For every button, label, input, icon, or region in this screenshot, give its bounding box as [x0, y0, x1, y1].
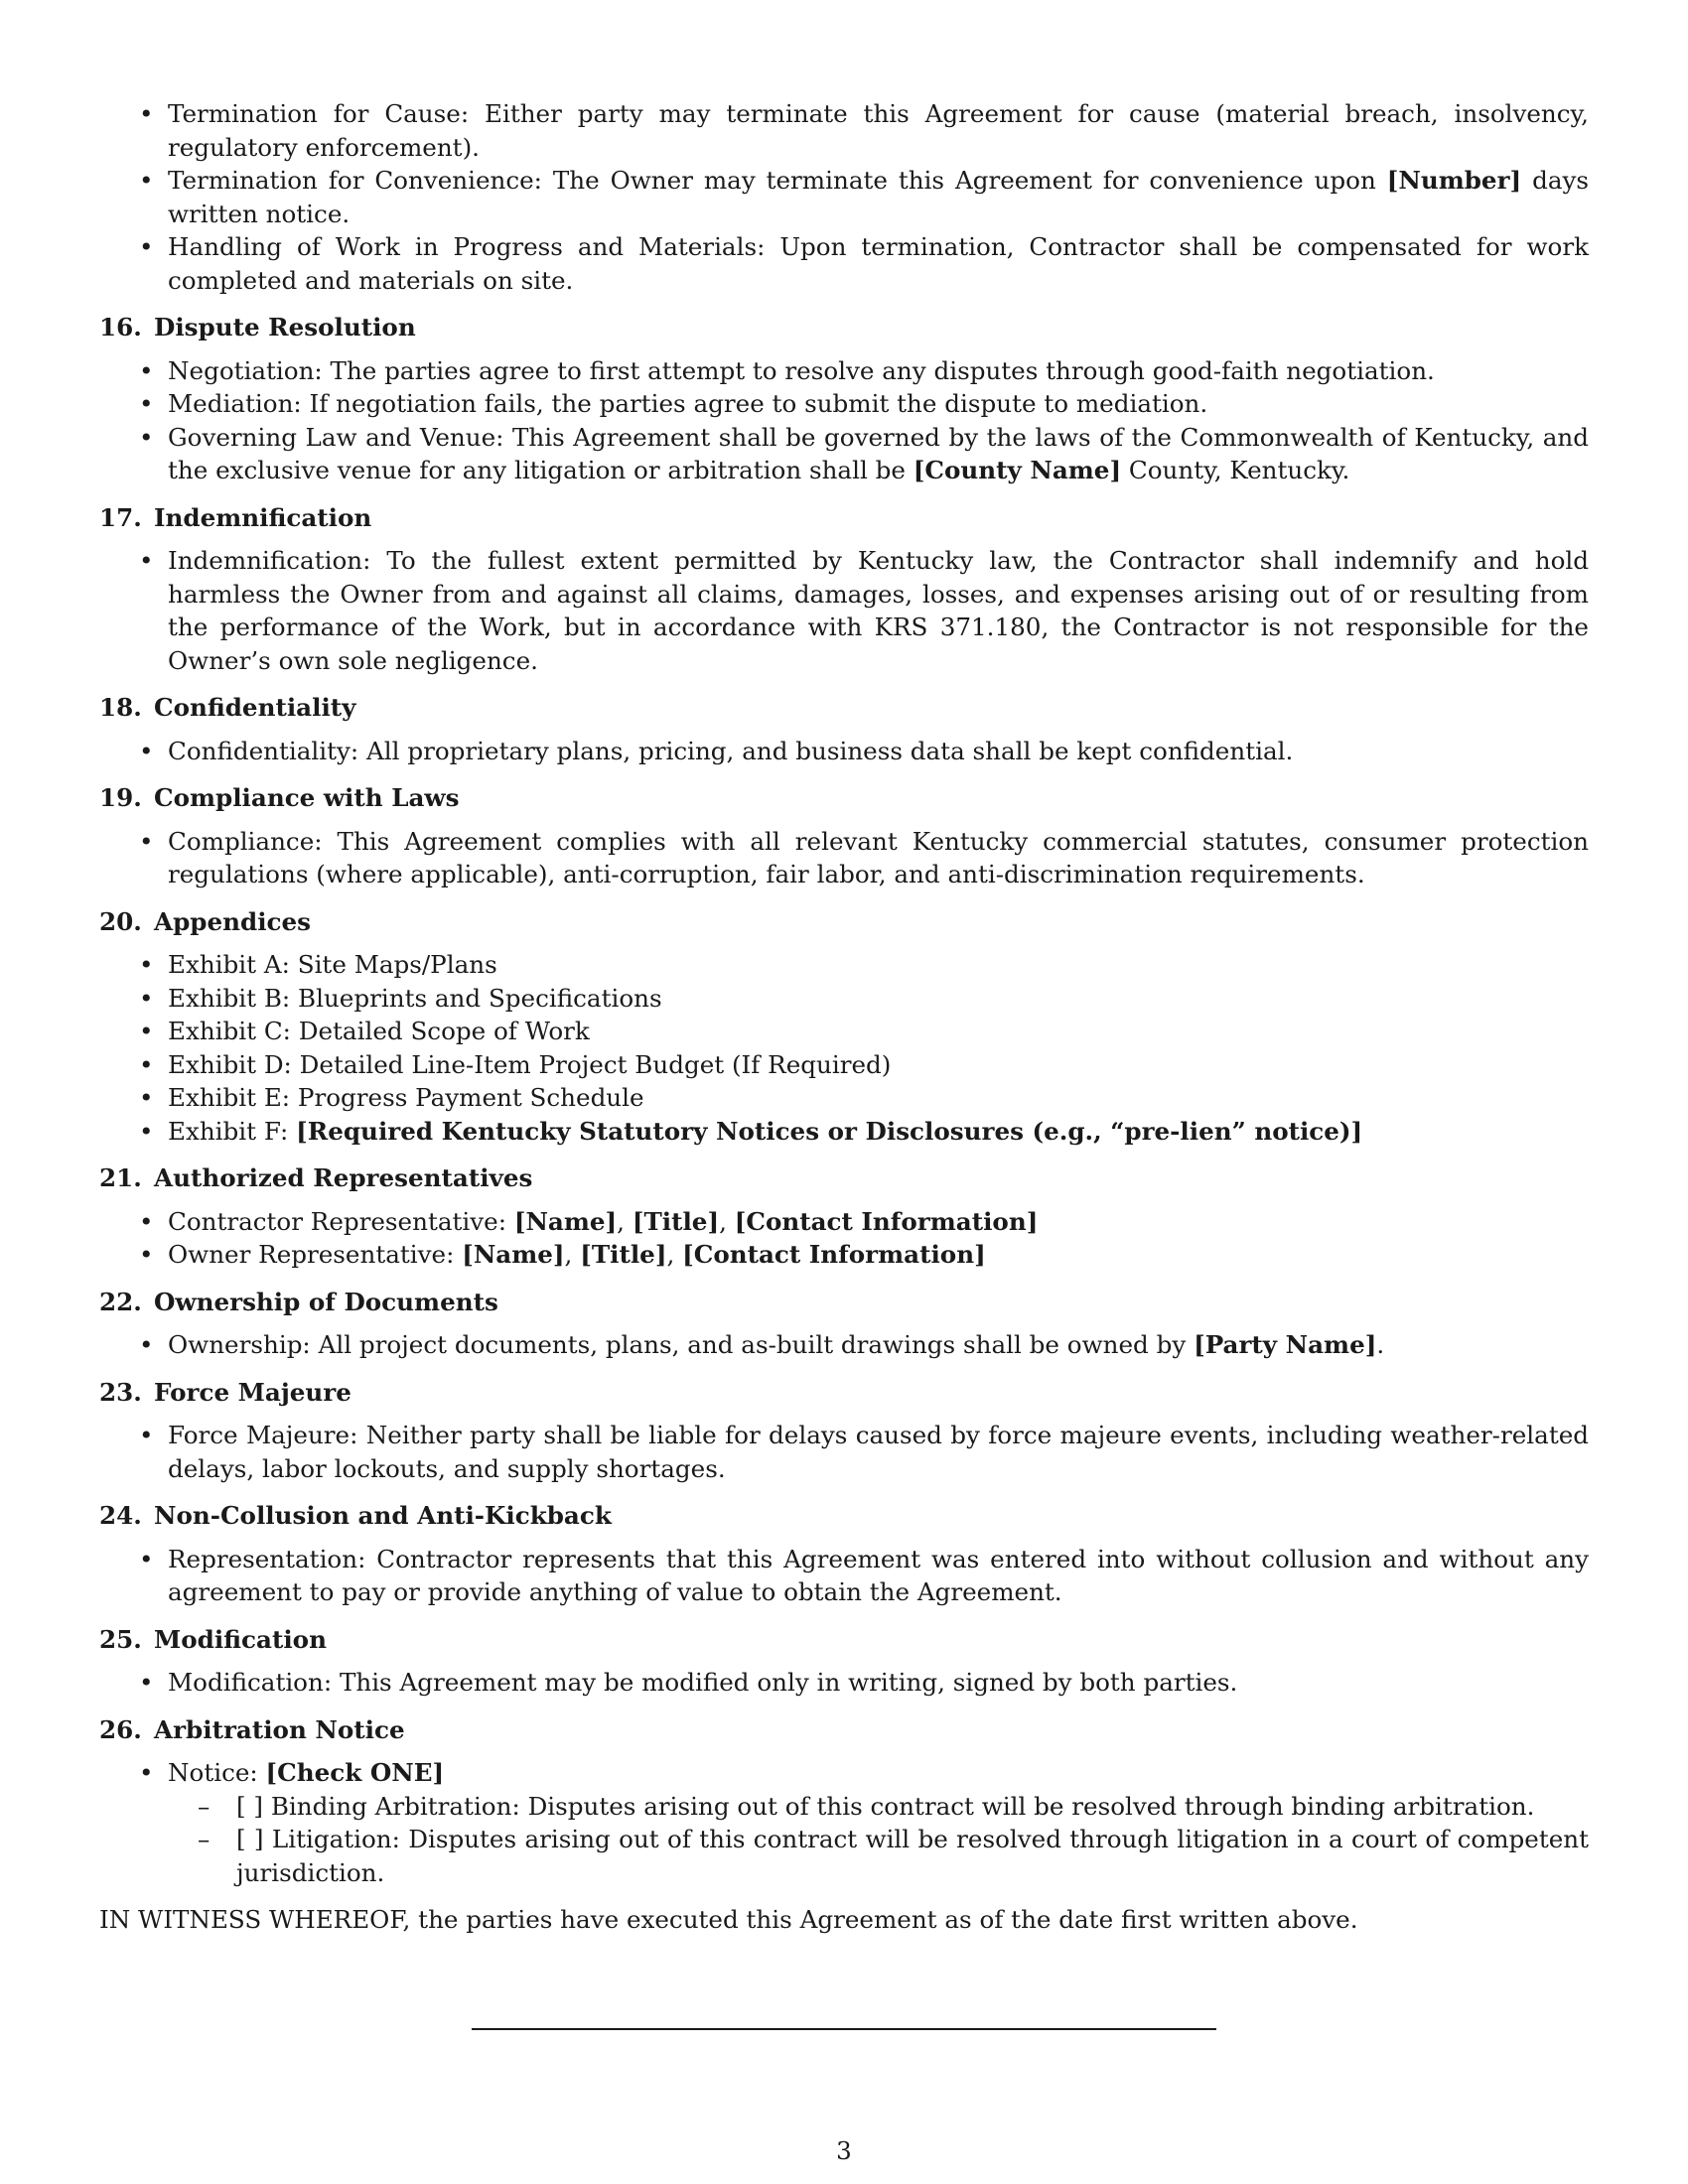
- section-heading-arbitration-notice: 26. Arbitration Notice: [99, 1714, 405, 1744]
- section-heading-indemnification: 17. Indemnification: [99, 502, 372, 532]
- section-heading-appendices: 20. Appendices: [99, 906, 312, 936]
- section-list: [99, 544, 1589, 677]
- section-heading-force-majeure: 23. Force Majeure: [99, 1377, 352, 1407]
- arbitration-options: [168, 1790, 1589, 1890]
- section-list: [99, 948, 1589, 1148]
- list-item: • Contractor Representative: [Name], [Title], [Contact Information]: [99, 1205, 1589, 1239]
- option-binding-arbitration: – [ ] Binding Arbitration: Disputes arising out of this contract will be resolved through binding arbitration.: [168, 1790, 1589, 1824]
- list-item: • Confidentiality: All proprietary plans, pricing, and business data shall be kept confidential.: [99, 735, 1589, 768]
- list-item: • Exhibit B: Blueprints and Specifications: [99, 982, 1589, 1016]
- section-list: [99, 1205, 1589, 1272]
- list-item: • Notice: [Check ONE] – [ ] Binding Arbitration: Disputes arising out of this contract will be resolved through binding arbitration. – [ ] Litigation: Disputes arising out of this contract will be resolved through litigation in a court of competent jurisdiction.: [99, 1756, 1589, 1889]
- section-heading-non-collusion: 24. Non-Collusion and Anti-Kickback: [99, 1501, 612, 1530]
- list-item: • Exhibit A: Site Maps/Plans: [99, 948, 1589, 982]
- list-item: • Exhibit C: Detailed Scope of Work: [99, 1015, 1589, 1048]
- page-number: 3: [836, 2136, 852, 2165]
- list-item: • Mediation: If negotiation fails, the parties agree to submit the dispute to mediation.: [99, 387, 1589, 421]
- list-item: • Compliance: This Agreement complies with all relevant Kentucky commercial statutes, consumer protection regulations (where applicable), anti-corruption, fair labor, and anti-discrimination requirements.: [99, 825, 1589, 891]
- list-item: • Exhibit D: Detailed Line-Item Project Budget (If Required): [99, 1048, 1589, 1082]
- placeholder-field: [Title]: [580, 1240, 667, 1269]
- placeholder-field: [Check ONE]: [265, 1758, 445, 1787]
- signature-line: [472, 2028, 1216, 2030]
- section-list: [99, 735, 1589, 768]
- list-item: • Governing Law and Venue: This Agreement shall be governed by the laws of the Commonwealth of Kentucky, and the exclusive venue for any litigation or arbitration shall be [County Name] County, Kentucky.: [99, 421, 1589, 487]
- section-heading-ownership-of-documents: 22. Ownership of Documents: [99, 1287, 498, 1316]
- list-item: • Exhibit E: Progress Payment Schedule: [99, 1081, 1589, 1115]
- list-item: • Force Majeure: Neither party shall be liable for delays caused by force majeure events, including weather-related delays, labor lockouts, and supply shortages.: [99, 1419, 1589, 1485]
- option-litigation: – [ ] Litigation: Disputes arising out of this contract will be resolved through litigation in a court of competent jurisdiction.: [168, 1823, 1589, 1889]
- list-item: • Owner Representative: [Name], [Title], [Contact Information]: [99, 1238, 1589, 1272]
- placeholder-field: [Name]: [462, 1240, 565, 1269]
- section-heading-dispute-resolution: 16. Dispute Resolution: [99, 313, 416, 341]
- section-list: [99, 825, 1589, 891]
- placeholder-field: [Contact Information]: [682, 1240, 986, 1269]
- termination-list: [99, 97, 1589, 297]
- list-item: • Termination for Cause: Either party may terminate this Agreement for cause (material breach, insolvency, regulatory enforcement).: [99, 97, 1589, 164]
- placeholder-field: [Required Kentucky Statutory Notices or Disclosures (e.g., “pre-lien” notice)]: [296, 1116, 1363, 1146]
- list-item: • Ownership: All project documents, plans, and as-built drawings shall be owned by [Party Name].: [99, 1328, 1589, 1362]
- list-item: • Representation: Contractor represents that this Agreement was entered into without collusion and without any agreement to pay or provide anything of value to obtain the Agreement.: [99, 1543, 1589, 1609]
- checkbox-placeholder: [ ]: [236, 1791, 264, 1821]
- list-item: • Negotiation: The parties agree to first attempt to resolve any disputes through good-faith negotiation.: [99, 354, 1589, 388]
- witness-clause: IN WITNESS WHEREOF, the parties have executed this Agreement as of the date first written above.: [99, 1905, 1358, 1934]
- section-heading-authorized-representatives: 21. Authorized Representatives: [99, 1163, 533, 1192]
- section-list: [99, 1419, 1589, 1485]
- placeholder-field: [County Name]: [913, 456, 1122, 484]
- section-list: [99, 1543, 1589, 1609]
- list-item: • Termination for Convenience: The Owner may terminate this Agreement for convenience upon [Number] days written notice.: [99, 164, 1589, 230]
- list-item: • Exhibit F: [Required Kentucky Statutory Notices or Disclosures (e.g., “pre-lien” notice)]: [99, 1115, 1589, 1149]
- document-page: [99, 97, 1589, 1937]
- section-list: [99, 354, 1589, 487]
- section-list: [99, 1756, 1589, 1889]
- section-heading-modification: 25. Modification: [99, 1624, 327, 1654]
- list-item: • Indemnification: To the fullest extent permitted by Kentucky law, the Contractor shall indemnify and hold harmless the Owner from and against all claims, damages, losses, and expenses arising out of or resulting from the performance of the Work, but in accordance with KRS 371.180, the Contractor is not responsible for the Owner’s own sole negligence.: [99, 544, 1589, 677]
- placeholder-field: [Party Name]: [1194, 1330, 1377, 1359]
- placeholder-field: [Contact Information]: [734, 1206, 1039, 1236]
- placeholder-field: [Title]: [632, 1206, 720, 1236]
- list-item: • Handling of Work in Progress and Materials: Upon termination, Contractor shall be compensated for work completed and materials on site.: [99, 230, 1589, 297]
- placeholder-field: [Name]: [513, 1206, 618, 1236]
- section-list: [99, 1328, 1589, 1362]
- placeholder-field: [Number]: [1386, 166, 1522, 195]
- list-item: • Modification: This Agreement may be modified only in writing, signed by both parties.: [99, 1666, 1589, 1700]
- section-heading-compliance: 19. Compliance with Laws: [99, 783, 460, 812]
- section-list: [99, 1666, 1589, 1700]
- checkbox-placeholder: [ ]: [236, 1825, 264, 1853]
- section-heading-confidentiality: 18. Confidentiality: [99, 693, 356, 722]
